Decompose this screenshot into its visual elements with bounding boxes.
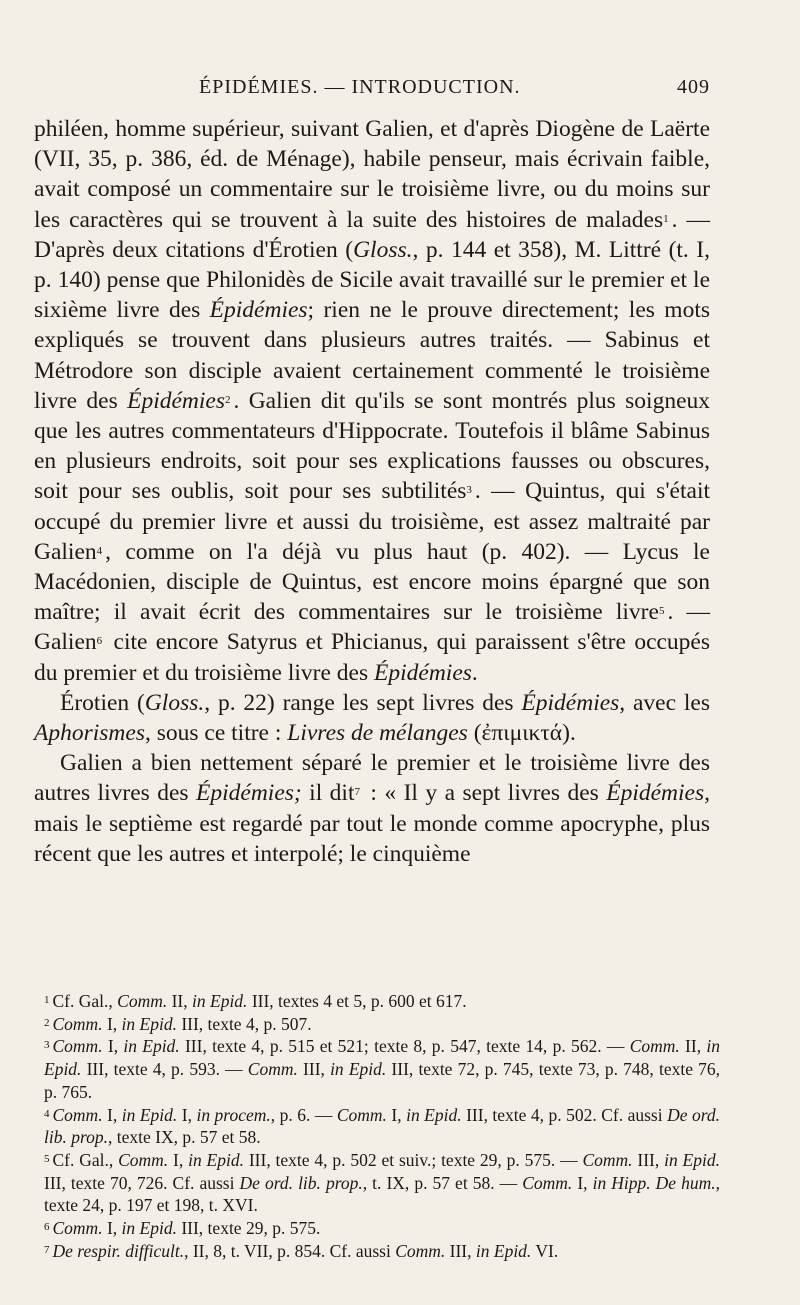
italic-run: Comm. [52, 1104, 103, 1125]
italic-run: Épidémies [127, 387, 225, 414]
italic-run: Comm. [629, 1036, 680, 1057]
italic-run: Comm. [247, 1059, 298, 1080]
footnote-ref: 5 [658, 605, 665, 618]
text-run: I, [102, 1218, 122, 1239]
italic-run: Comm. [522, 1172, 573, 1193]
text-run: , p. 22) range les sept livres des [204, 689, 522, 716]
text-run: , t. IX, p. 57 et 58. — [362, 1172, 523, 1193]
italic-run: Comm. [52, 1218, 103, 1239]
italic-run: Épidémies [606, 780, 705, 807]
footnote-4 [44, 1104, 720, 1149]
text-run: , texte IX, p. 57 et 58. [108, 1127, 261, 1148]
text-run: II, [167, 991, 193, 1011]
text-run: III, texte 4, p. 502. Cf. aussi [461, 1104, 668, 1125]
italic-run: in Epid. [475, 1240, 532, 1261]
italic-run: De respir. difficult. [52, 1240, 185, 1261]
page-number: 409 [677, 76, 710, 98]
text-run: , sous ce titre : [144, 720, 288, 747]
italic-run: Épidémies [209, 297, 308, 324]
text-run: cite encore Satyrus et Phicianus, qui paraissent s'être occupés du premier et du troisième livre des [34, 629, 710, 686]
footnote-ref: 2 [224, 393, 231, 406]
footnote-mark: 5 [44, 1152, 50, 1165]
italic-run: in Epid. [330, 1059, 387, 1080]
text-run: (ἐπιμικτά). [467, 720, 576, 747]
text-run: , p. 144 et 358), M. Littré (t. I, p. 140) pense que Philonidès de Sicile avait travaillé sur le premier et le sixième livre des [34, 236, 711, 324]
footnote-ref: 6 [96, 635, 103, 648]
italic-run: De ord. lib. prop. [44, 1104, 721, 1148]
text-run: Cf. Gal., [52, 1149, 119, 1170]
text-run: I, [102, 1104, 122, 1125]
footnote-3 [44, 1035, 720, 1103]
text-run: III, texte 4, p. 515 et 521; texte 8, p. 547, texte 14, p. 562. — [179, 1036, 630, 1057]
footnote-5 [44, 1149, 720, 1217]
footnote-6 [44, 1217, 720, 1240]
text-run: III, texte 70, 726. Cf. aussi [44, 1172, 240, 1193]
italic-run: in Epid. [123, 1036, 180, 1057]
italic-run: Comm. [582, 1149, 633, 1170]
text-run: III, texte 4, p. 593. — [81, 1059, 248, 1080]
footnote-ref: 1 [663, 212, 669, 225]
text-run: Cf. Gal., [52, 991, 118, 1011]
footnote-ref: 4 [96, 544, 103, 557]
text-run: III, [632, 1149, 665, 1170]
text-run: Galien a bien nettement séparé le premier et le troisième livre des autres livres des [34, 750, 710, 807]
text-run: . Galien dit qu'ils se sont montrés plus soigneux que les autres commentateurs d'Hippocrate. Toutefois il blâme Sabinus en plusieurs endroits, soit pour ses explications fausses ou obscures, soit pour ses oublis, soit pour ses subtilités [34, 387, 711, 505]
paragraph-galien [34, 748, 710, 869]
text-run: III, texte 4, p. 507. [176, 1013, 312, 1034]
footnote-2 [44, 1013, 720, 1036]
footnote-mark: 6 [44, 1221, 50, 1234]
italic-run: in procem. [196, 1104, 271, 1125]
footnote-mark: 4 [44, 1107, 50, 1120]
italic-run: in Epid. [192, 991, 248, 1011]
footnote-mark: 2 [44, 1016, 50, 1029]
text-run: III, [445, 1240, 476, 1261]
footnotes [44, 990, 720, 1262]
italic-run: in Epid. [664, 1149, 720, 1170]
footnote-ref: 7 [354, 786, 360, 799]
text-run: : « Il y a sept livres des [362, 780, 607, 807]
paragraph-erotien [34, 688, 710, 748]
text-run: . — D'après deux citations d'Érotien ( [34, 206, 711, 263]
text-run: , avec les [619, 689, 710, 716]
text-run: I, [572, 1172, 593, 1193]
italic-run: in Epid. [406, 1104, 462, 1125]
text-run: , comme on l'a déjà vu plus haut (p. 402). — Lycus le Macédonien, disciple de Quintus, est encore moins épargné que son maître; il avait écrit des commentaires sur le troisième livre [34, 538, 710, 626]
footnote-7 [44, 1240, 720, 1263]
text-run: I, [168, 1149, 189, 1170]
text-run: . [471, 659, 478, 686]
italic-run: in Hipp. De hum. [592, 1172, 716, 1193]
footnote-mark: 3 [44, 1039, 50, 1052]
text-run: VI. [531, 1240, 559, 1261]
italic-run: in Epid. [121, 1218, 177, 1239]
main-text [34, 114, 710, 869]
italic-run: in Epid. [121, 1013, 177, 1034]
text-run: I, [386, 1104, 407, 1125]
footnote-ref: 3 [466, 484, 472, 497]
text-run: I, [177, 1104, 197, 1125]
italic-run: De ord. lib. prop. [239, 1172, 363, 1193]
italic-run: Comm. [336, 1104, 387, 1125]
italic-run: in Epid. [188, 1149, 244, 1170]
text-run: Érotien ( [60, 689, 145, 716]
footnote-mark: 1 [44, 994, 50, 1006]
italic-run: Épidémies [374, 659, 472, 686]
italic-run: Comm. [52, 1036, 103, 1057]
italic-run: Aphorismes [34, 720, 145, 747]
text-run: . — Quintus, qui s'était occupé du premier livre et aussi du troisième, est assez maltraité par Galien [34, 478, 711, 565]
footnote-1 [44, 990, 720, 1013]
text-run: II, [679, 1036, 707, 1057]
footnote-mark: 7 [44, 1243, 50, 1256]
text-run: III, texte 29, p. 575. [176, 1218, 321, 1239]
italic-run: Livres de mélanges [287, 720, 468, 747]
text-run: , II, 8, t. VII, p. 854. Cf. aussi [184, 1240, 396, 1261]
running-title: ÉPIDÉMIES. — INTRODUCTION. [199, 76, 521, 98]
text-run: ; rien ne le prouve directement; les mots expliqués se trouvent dans plusieurs autres traités. — Sabinus et Métrodore son disciple avaient certainement commenté le troisième livre des [34, 297, 710, 414]
text-run: III, [297, 1059, 331, 1080]
italic-run: Gloss. [353, 236, 413, 263]
italic-run: Épidémies; [196, 780, 302, 807]
text-run: I, [102, 1036, 124, 1057]
text-run: il dit [301, 780, 355, 807]
text-run: I, [102, 1013, 122, 1034]
italic-run: in Epid. [44, 1036, 720, 1080]
text-run: III, texte 72, p. 745, texte 73, p. 748, texte 76, p. 765. [44, 1059, 721, 1102]
paragraph-commentators [34, 114, 710, 688]
italic-run: in Epid. [121, 1104, 178, 1125]
italic-run: Comm. [52, 1013, 103, 1034]
italic-run: Comm. [117, 991, 168, 1011]
italic-run: Gloss. [144, 689, 205, 716]
italic-run: Épidémies [521, 689, 620, 716]
italic-run: Comm. [395, 1240, 446, 1261]
italic-run: Comm. [118, 1149, 169, 1170]
text-run: philéen, homme supérieur, suivant Galien, et d'après Diogène de Laërte (VII, 35, p. 386, éd. de Ménage), habile penseur, mais écrivain faible, avait composé un commentaire sur le troisième livre, ou du moins sur les caractères qui se trouvent à la suite des histoires de malades [34, 116, 710, 233]
running-header [34, 76, 710, 102]
text-run: , p. 6. — [270, 1104, 337, 1125]
text-run: III, textes 4 et 5, p. 600 et 617. [247, 991, 467, 1011]
text-run: . — Galien [34, 599, 711, 656]
text-run: , texte 24, p. 197 et 198, t. XVI. [44, 1172, 720, 1216]
text-run: , mais le septième est regardé par tout le monde comme apocryphe, plus récent que les autres et interpolé; le cinquième [34, 780, 710, 867]
text-run: III, texte 4, p. 502 et suiv.; texte 29, p. 575. — [243, 1149, 583, 1170]
